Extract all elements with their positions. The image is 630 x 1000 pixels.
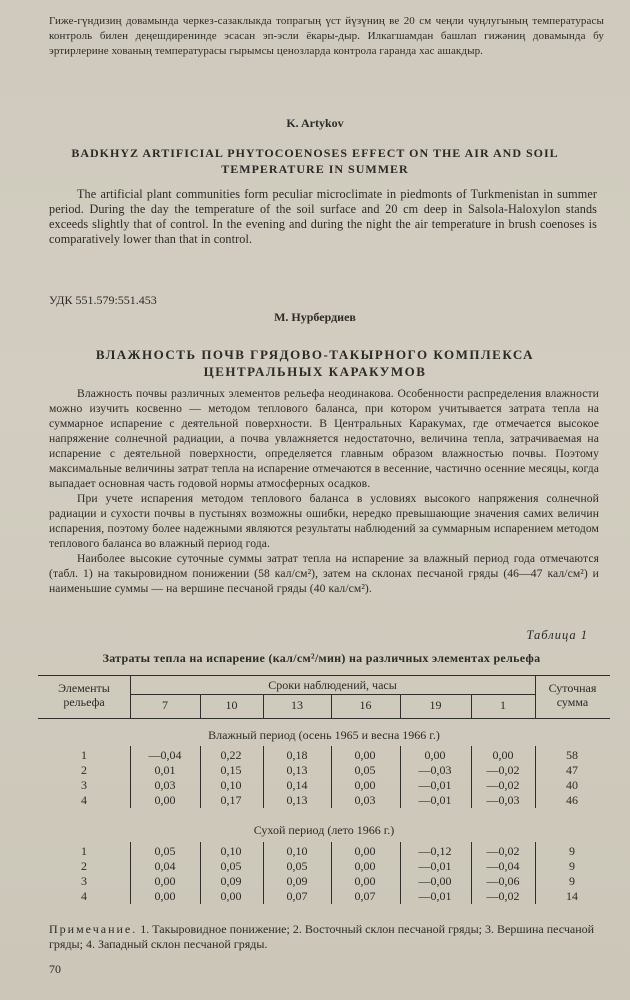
note-text: 1. Такыровидное понижение; 2. Восточный склон песчаной гряды; 3. Вершина песчаной гряды; 4. Западный склон песчаной гряды. (49, 922, 595, 951)
table-sum-cell: 58 (566, 748, 578, 762)
table-cell: 0,13 (286, 793, 308, 807)
table-vrule (130, 842, 131, 904)
header-sum-line-1: Суточная (548, 681, 597, 695)
table-sum-cell: 9 (569, 844, 575, 858)
wet-period-title: Влажный период (осень 1965 и весна 1966 г.) (208, 728, 440, 742)
english-abstract-text: The artificial plant communities form peculiar microclimate in piedmonts of Turkmenistan in summer period. During the day the temperature of the soil surface and 20 cm deep in Salsola-Haloxylon stands exceeds slightly that of control. In the evening and during the night the air temperature in brush coenoses is comparatively lower than that in control. (49, 187, 597, 246)
table-cell: 0,05 (286, 859, 308, 873)
table-cell: 0,18 (286, 748, 308, 762)
table-cell: 0,17 (220, 793, 242, 807)
turkmen-summary (49, 14, 604, 59)
table-sum-cell: 14 (566, 889, 578, 903)
header-observation-times: Сроки наблюдений, часы (268, 678, 397, 692)
header-hour: 19 (429, 698, 442, 712)
table-cell: —0,02 (486, 763, 520, 777)
table-cell: 0,00 (220, 889, 242, 903)
row-element-label: 4 (81, 793, 87, 807)
table-sum-cell: 9 (569, 874, 575, 888)
header-elements-line-1: Элементы (58, 681, 110, 695)
table-cell: 0,03 (154, 778, 176, 792)
dry-period-title: Сухой период (лето 1966 г.) (253, 823, 395, 837)
table-vrule (331, 746, 332, 808)
table-cell: —0,03 (418, 763, 452, 777)
row-element-label: 2 (81, 859, 87, 873)
table-cell: —0,01 (418, 889, 452, 903)
table-vrule (331, 842, 332, 904)
table-cell: 0,10 (220, 778, 242, 792)
table-cell: —0,02 (486, 889, 520, 903)
english-title-line-2: TEMPERATURE IN SUMMER (221, 162, 409, 176)
table-cell: —0,06 (486, 874, 520, 888)
table-vrule (535, 746, 536, 808)
table-cell: 0,03 (354, 793, 376, 807)
table-cell: 0,05 (354, 763, 376, 777)
table-vrule (471, 842, 472, 904)
table-caption: Затраты тепла на испарение (кал/см²/мин) на различных элементах рельефа (102, 651, 541, 665)
udk-code: УДК 551.579:551.453 (49, 293, 157, 307)
table-cell: —0,04 (148, 748, 182, 762)
table-top-rule (38, 675, 610, 676)
header-elements (38, 681, 130, 709)
table-cell: 0,00 (424, 748, 446, 762)
table-cell: 0,00 (354, 844, 376, 858)
table-sum-cell: 47 (566, 763, 578, 777)
header-hour: 10 (225, 698, 238, 712)
row-element-label: 1 (81, 844, 87, 858)
english-abstract (49, 187, 597, 247)
note-label: Примечание. (49, 922, 138, 936)
article-title (0, 346, 630, 380)
turkmen-summary-text: Гиже-гүндизиң довамында черкез-сазаклыкда топрагың үст йүзүниң ве 20 см чеңли чуңлугының температурасы контроль билен деңешдиренинде эсасан эп-эсли ёкары-дыр. Илкагшамдан башлап гижәниң довамында бу эртирлерине хованың температурасы гырымсы ценозларда контрола гаранда хас ашакдыр. (49, 15, 604, 57)
table-cell: 0,15 (220, 763, 242, 777)
table-sub-rule (130, 694, 535, 695)
table-cell: 0,00 (154, 889, 176, 903)
row-element-label: 2 (81, 763, 87, 777)
header-hour: 7 (162, 698, 168, 712)
table-vrule (535, 842, 536, 904)
table-sum-cell: 46 (566, 793, 578, 807)
table-cell: 0,00 (354, 778, 376, 792)
table-cell: 0,00 (492, 748, 514, 762)
table-cell: 0,00 (154, 874, 176, 888)
table-cell: 0,09 (286, 874, 308, 888)
table-cell: —0,04 (486, 859, 520, 873)
table-cell: 0,22 (220, 748, 242, 762)
table-vrule (400, 746, 401, 808)
table-cell: 0,09 (220, 874, 242, 888)
english-title-line-1: BADKHYZ ARTIFICIAL PHYTOCOENOSES EFFECT ON THE AIR AND SOIL (71, 146, 559, 160)
table-cell: 0,04 (154, 859, 176, 873)
table-vrule (200, 746, 201, 808)
table-cell: —0,01 (418, 778, 452, 792)
table-note (49, 922, 604, 952)
row-element-label: 3 (81, 874, 87, 888)
article-title-line-1: ВЛАЖНОСТЬ ПОЧВ ГРЯДОВО-ТАКЫРНОГО КОМПЛЕКСА (95, 347, 535, 362)
page-number: 70 (49, 962, 61, 976)
table-vrule (400, 842, 401, 904)
table-cell: —0,01 (418, 859, 452, 873)
table-vrule (471, 746, 472, 808)
body-paragraph-3: Наиболее высокие суточные суммы затрат тепла на испарение за влажный период года отмечаются (табл. 1) на такыровидном понижении (58 кал/см²), затем на склонах песчаной гряды (46—47 кал/см²) и наименьшие суммы — на вершине песчаной гряды (40 кал/см²). (49, 552, 599, 595)
english-author: K. Artykov (286, 116, 344, 130)
table-vrule (200, 842, 201, 904)
table-cell: 0,05 (154, 844, 176, 858)
table-sum-cell: 9 (569, 859, 575, 873)
table-cell: 0,14 (286, 778, 308, 792)
table-cell: —0,00 (418, 874, 452, 888)
table-cell: 0,05 (220, 859, 242, 873)
table-cell: 0,00 (354, 748, 376, 762)
header-hour: 16 (359, 698, 372, 712)
table-cell: 0,07 (354, 889, 376, 903)
table-cell: —0,02 (486, 778, 520, 792)
article-title-line-2: ЦЕНТРАЛЬНЫХ КАРАКУМОВ (203, 364, 427, 379)
header-daily-sum (535, 681, 610, 709)
table-cell: —0,01 (418, 793, 452, 807)
header-elements-line-2: рельефа (63, 695, 105, 709)
table-cell: —0,03 (486, 793, 520, 807)
table-vrule (263, 842, 264, 904)
header-sum-line-2: сумма (556, 695, 589, 709)
row-element-label: 1 (81, 748, 87, 762)
table-cell: 0,13 (286, 763, 308, 777)
table-cell: 0,00 (354, 859, 376, 873)
table-cell: 0,10 (286, 844, 308, 858)
header-hour: 13 (291, 698, 303, 712)
table-cell: 0,07 (286, 889, 308, 903)
article-body (49, 386, 599, 596)
article-author: М. Нурбердиев (274, 310, 356, 324)
table-header-rule (38, 718, 610, 719)
table-cell: 0,00 (154, 793, 176, 807)
header-hour: 1 (500, 698, 506, 712)
table-cell: 0,01 (154, 763, 176, 777)
table-sum-cell: 40 (566, 778, 578, 792)
table-cell: 0,00 (354, 874, 376, 888)
table-number: Таблица 1 (526, 628, 588, 642)
table-cell: 0,10 (220, 844, 242, 858)
data-table (38, 672, 610, 912)
table-vrule (130, 746, 131, 808)
table-cell: —0,02 (486, 844, 520, 858)
english-title (60, 145, 570, 177)
table-cell: —0,12 (418, 844, 452, 858)
body-paragraph-2: При учете испарения методом теплового баланса в условиях высокого напряжения солнечной радиации и сухости почвы в пустынях возможны ошибки, нередко превышающие значения самих величин испарения, поэтому более надежными являются результаты наблюдений за суммарным испарением методом теплового баланса во влажный период года. (49, 492, 599, 550)
table-vrule (263, 746, 264, 808)
row-element-label: 4 (81, 889, 87, 903)
body-paragraph-1: Влажность почвы различных элементов рельефа неодинакова. Особенности распределения влажности можно изучить косвенно — методом теплового баланса, при котором учитывается затрата тепла на суммарное испарение с деятельной поверхности. В Центральных Каракумах, где отмечается высокое напряжение солнечной радиации, а почва увлажняется недостаточно, величина тепла, затрачиваемая на испарение с деятельной поверхности, определяется главным образом влажностью почвы. Поэтому максимальные величины затрат тепла на испарение отмечаются в весенние, частично осенние месяцы, когда выпадает основная часть годовой нормы атмосферных осадков. (49, 387, 599, 490)
row-element-label: 3 (81, 778, 87, 792)
